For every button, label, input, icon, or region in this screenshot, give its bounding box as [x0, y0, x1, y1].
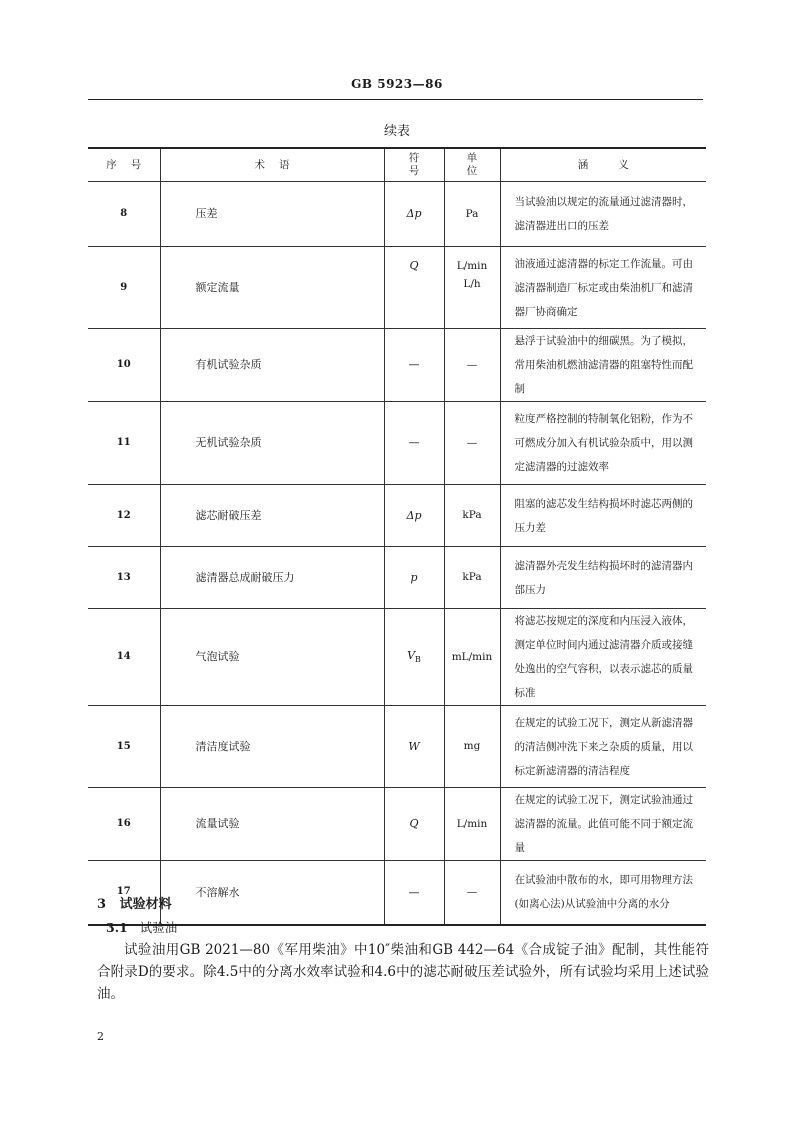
row-term: 清洁度试验 — [160, 706, 384, 788]
row-seq: 11 — [88, 402, 160, 485]
row-symbol: — — [384, 402, 444, 485]
row-seq: 17 — [88, 861, 160, 925]
row-seq: 12 — [88, 485, 160, 547]
document-header: GB 5923—86 — [351, 77, 443, 91]
table-row — [88, 329, 706, 402]
row-symbol: p — [384, 547, 444, 609]
subsection-heading — [106, 918, 177, 936]
column-header-definition: 涵义 — [500, 148, 706, 182]
row-term: 压差 — [160, 182, 384, 247]
row-term: 无机试验杂质 — [160, 402, 384, 485]
row-seq: 13 — [88, 547, 160, 609]
row-definition: 在规定的试验工况下，测定试验油通过滤清器的流量。此值可能不同于额定流量 — [500, 788, 706, 861]
row-seq: 10 — [88, 329, 160, 402]
section-heading — [97, 893, 172, 912]
row-seq: 8 — [88, 182, 160, 247]
terms-table — [88, 147, 706, 926]
row-definition: 在规定的试验工况下，测定从新滤清器的清洁侧冲洗下来之杂质的质量，用以标定新滤清器的清洁程度 — [500, 706, 706, 788]
body-paragraph: 试验油用GB 2021—80《军用柴油》中10″柴油和GB 442—64《合成锭子油》配制，其性能符合附录D的要求。除4.5中的分离水效率试验和4.6中的滤芯耐破压差试验外，所有试验均采用上述试验油。 — [97, 942, 709, 1002]
table-row — [88, 402, 706, 485]
row-unit: L/min L/h — [444, 247, 500, 329]
column-header-symbol: 符号 — [384, 148, 444, 182]
row-symbol: Δp — [384, 182, 444, 247]
page-number: 2 — [97, 1030, 104, 1043]
row-symbol: W — [384, 706, 444, 788]
row-definition: 粒度严格控制的特制氧化铝粉，作为不可燃成分加入有机试验杂质中，用以测定滤清器的过滤效率 — [500, 402, 706, 485]
header-rule — [88, 99, 703, 100]
row-symbol: — — [384, 329, 444, 402]
table-row — [88, 609, 706, 706]
row-unit: — — [444, 329, 500, 402]
row-unit: Pa — [444, 182, 500, 247]
table-row — [88, 861, 706, 925]
table-row — [88, 788, 706, 861]
column-header-unit: 单位 — [444, 148, 500, 182]
row-unit: L/min — [444, 788, 500, 861]
row-symbol: — — [384, 861, 444, 925]
row-seq: 15 — [88, 706, 160, 788]
row-term: 不溶解水 — [160, 861, 384, 925]
row-term: 流量试验 — [160, 788, 384, 861]
table-row — [88, 706, 706, 788]
table-row — [88, 182, 706, 247]
row-symbol: Δp — [384, 485, 444, 547]
subsection-number: 3.1 — [106, 920, 128, 935]
row-symbol: Q — [384, 788, 444, 861]
row-seq: 14 — [88, 609, 160, 706]
row-term: 滤清器总成耐破压力 — [160, 547, 384, 609]
row-definition: 滤清器外壳发生结构损坏时的滤清器内部压力 — [500, 547, 706, 609]
row-seq: 9 — [88, 247, 160, 329]
subsection-title: 试验油 — [139, 920, 178, 935]
table-row — [88, 547, 706, 609]
row-definition: 阻塞的滤芯发生结构损坏时滤芯两侧的压力差 — [500, 485, 706, 547]
column-header-seq: 序号 — [88, 148, 160, 182]
table-row — [88, 485, 706, 547]
row-unit: mL/min — [444, 609, 500, 706]
row-term: 有机试验杂质 — [160, 329, 384, 402]
row-definition: 油液通过滤清器的标定工作流量。可由滤清器制造厂标定或由柴油机厂和滤清器厂协商确定 — [500, 247, 706, 329]
column-header-term: 术语 — [160, 148, 384, 182]
row-seq: 16 — [88, 788, 160, 861]
row-term: 额定流量 — [160, 247, 384, 329]
section-number: 3 — [97, 897, 107, 912]
row-symbol: $V_B$ — [384, 609, 444, 706]
row-definition: 当试验油以规定的流量通过滤清器时，滤清器进出口的压差 — [500, 182, 706, 247]
row-definition: 在试验油中散布的水，即可用物理方法(如离心法)从试验油中分离的水分 — [500, 861, 706, 925]
row-unit: kPa — [444, 547, 500, 609]
row-definition: 悬浮于试验油中的细碳黑。为了模拟，常用柴油机燃油滤清器的阻塞特性而配制 — [500, 329, 706, 402]
symbol-subscript: B — [415, 655, 421, 665]
row-unit: mg — [444, 706, 500, 788]
row-unit: — — [444, 861, 500, 925]
table-row — [88, 247, 706, 329]
section-title: 试验材料 — [119, 897, 172, 912]
row-definition: 将滤芯按规定的深度和内压浸入液体，测定单位时间内通过滤清器介质或接缝处逸出的空气容积，以表示滤芯的质量标准 — [500, 609, 706, 706]
row-unit: kPa — [444, 485, 500, 547]
table-caption: 续表 — [383, 124, 410, 139]
row-term: 滤芯耐破压差 — [160, 485, 384, 547]
row-symbol: Q — [384, 247, 444, 329]
row-unit: — — [444, 402, 500, 485]
table-header-row — [88, 148, 706, 182]
row-term: 气泡试验 — [160, 609, 384, 706]
